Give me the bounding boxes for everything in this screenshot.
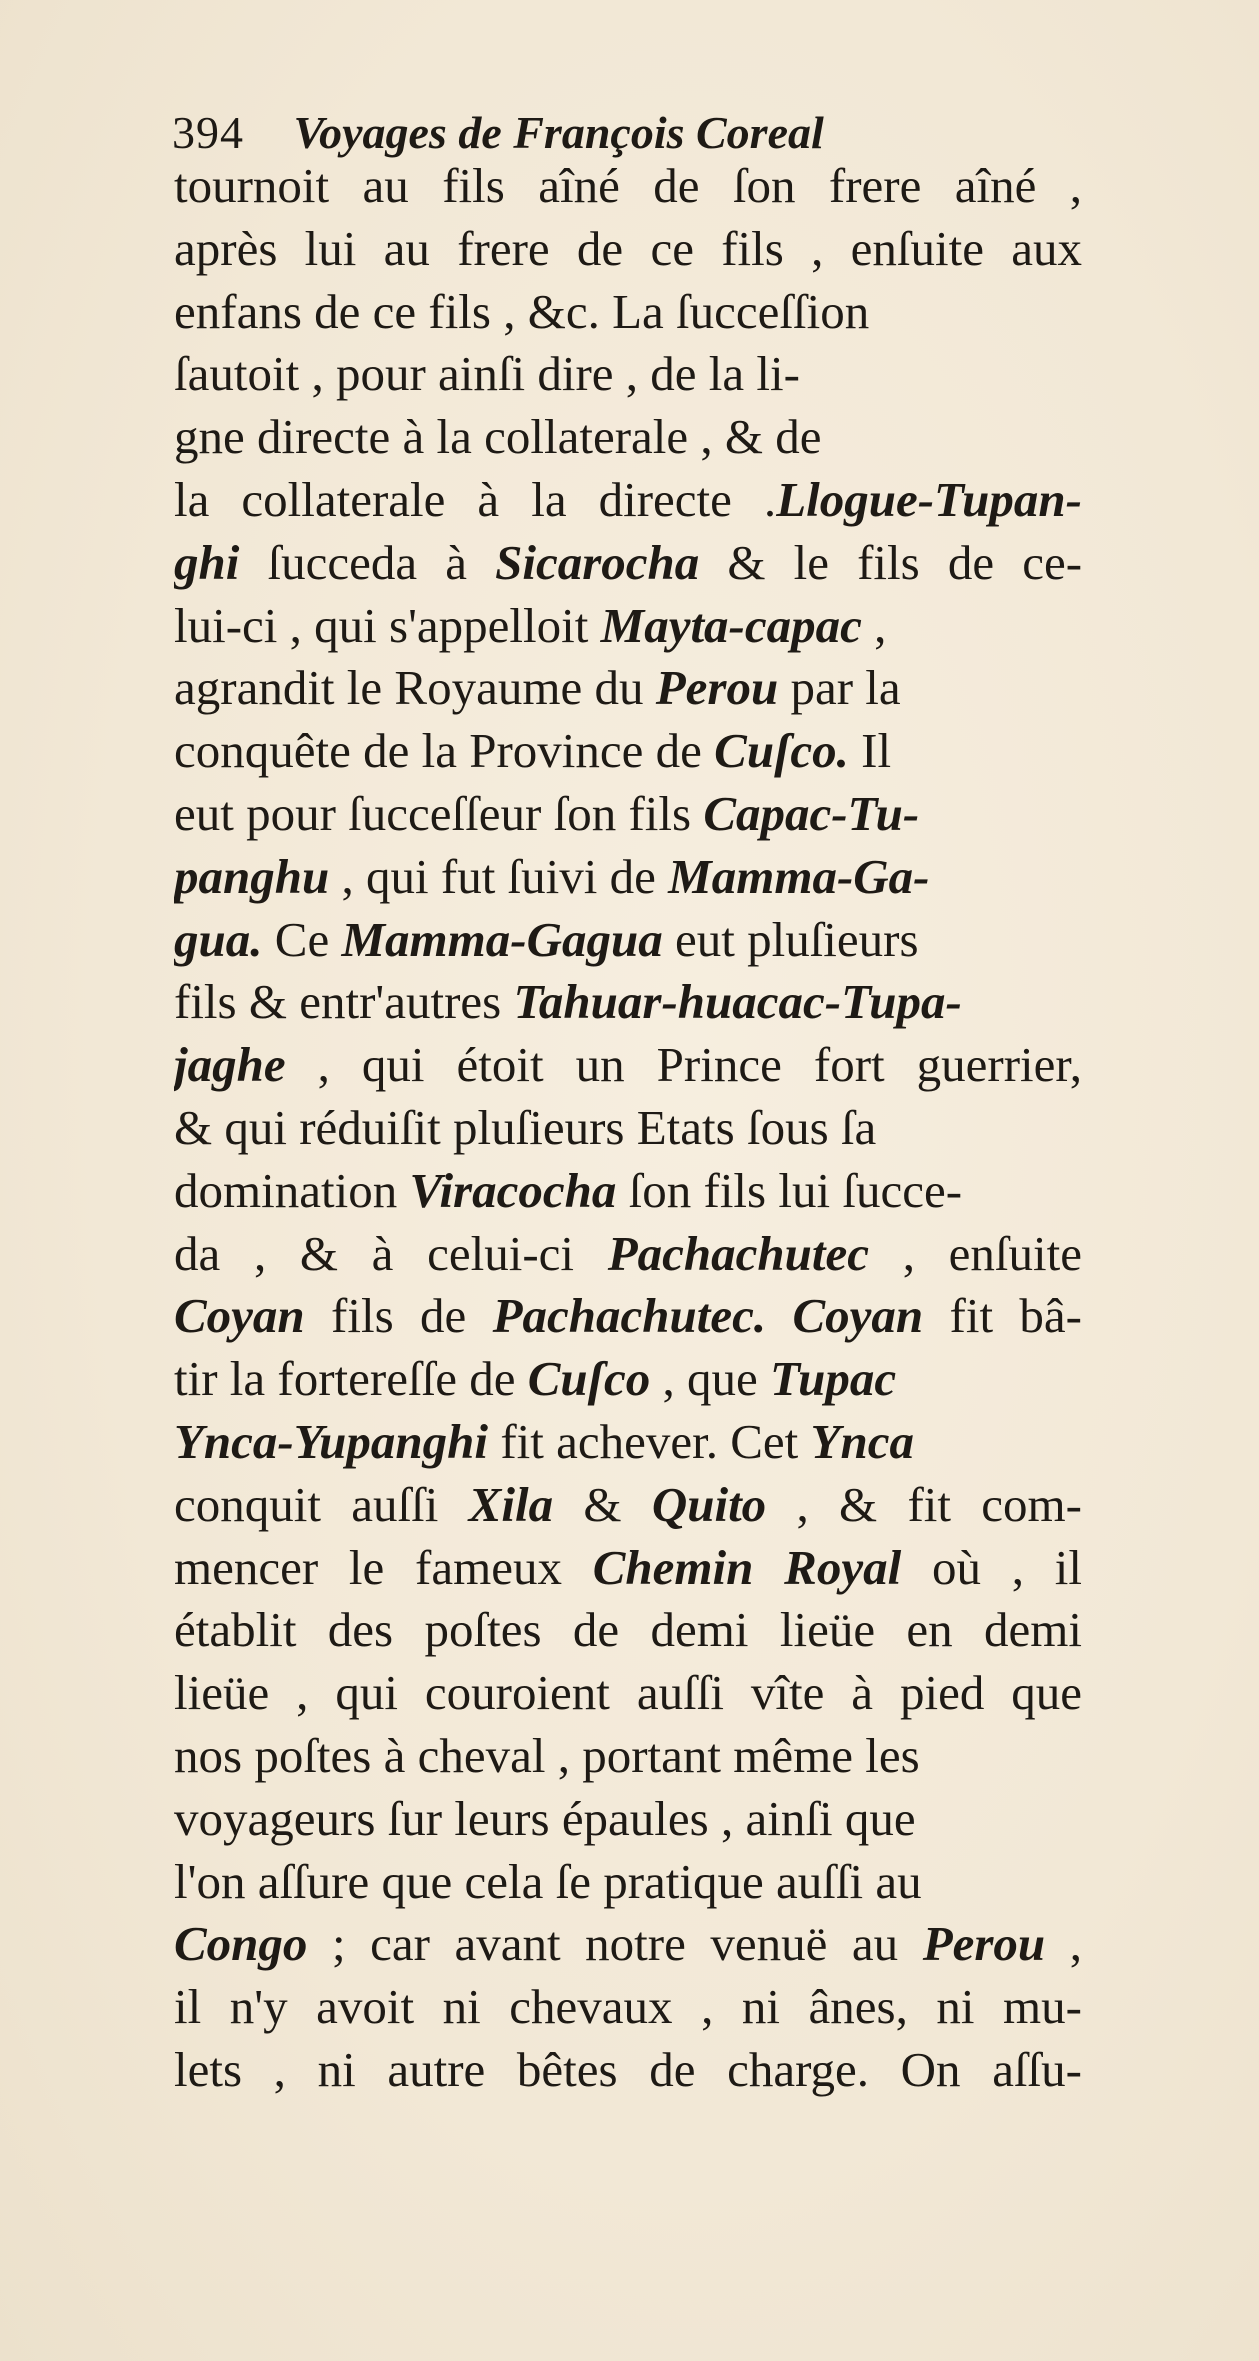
text-line-content <box>174 346 800 401</box>
text-line <box>174 595 1184 658</box>
roman-text: voyageurs ſur leurs épaules , ainſi que <box>174 1790 916 1846</box>
roman-text: fils de <box>304 1288 493 1344</box>
roman-text: tir la fortereſſe de <box>174 1351 528 1407</box>
text-line <box>174 971 1184 1034</box>
text-line-content <box>174 1979 1082 2034</box>
roman-text: , qui fut ſuivi de <box>329 848 669 904</box>
roman-text: lieüe , qui couroient auſſi vîte à pied que <box>174 1665 1082 1721</box>
roman-text: fit achever. Cet <box>488 1413 811 1469</box>
roman-text: mencer le fameux <box>174 1539 593 1595</box>
text-line <box>174 155 1184 218</box>
roman-text: da , & à celui-ci <box>174 1225 608 1281</box>
italic-text: Cuſco. <box>714 723 849 779</box>
text-line <box>174 1097 1184 1160</box>
italic-text: Quito <box>651 1476 767 1532</box>
italic-text: Viracocha <box>409 1162 617 1218</box>
italic-text: Ynca-Yupanghi <box>174 1413 489 1469</box>
text-line <box>174 1851 1184 1914</box>
text-line-content <box>174 849 929 904</box>
text-line-content <box>174 472 1082 527</box>
italic-text: Perou <box>655 660 779 716</box>
text-line <box>174 2039 1184 2102</box>
italic-text: Tupac <box>769 1351 897 1407</box>
text-line-content <box>174 221 1082 276</box>
text-line-content <box>174 723 891 778</box>
italic-text: Pachachutec <box>607 1225 870 1281</box>
italic-text: Cuſco <box>527 1351 651 1407</box>
text-line <box>174 1285 1184 1348</box>
roman-text: nos poſtes à cheval , portant même les <box>174 1727 920 1783</box>
roman-text: l'on aſſure que cela ſe pratique auſſi au <box>174 1853 922 1909</box>
text-line-content <box>174 1477 1082 1532</box>
italic-text: Mayta-capac <box>600 597 862 653</box>
text-line <box>174 281 1184 344</box>
italic-text: panghu <box>174 848 330 904</box>
text-line-content <box>174 1791 916 1846</box>
text-line-content <box>174 1163 962 1218</box>
text-line-content <box>174 1037 1082 1092</box>
text-line-content <box>174 1100 876 1155</box>
roman-text: & <box>553 1476 652 1532</box>
italic-text: Sicarocha <box>495 534 700 590</box>
italic-text: Mamma-Gagua <box>341 911 663 967</box>
italic-text: Coyan <box>174 1288 305 1344</box>
roman-text: ſon fils lui ſucce- <box>616 1162 963 1218</box>
roman-text: ſucceda à <box>239 534 496 590</box>
text-line-content <box>174 1226 1082 1281</box>
roman-text: lui-ci , qui s'appelloit <box>174 597 601 653</box>
roman-text: & qui réduiſit pluſieurs Etats ſous ſa <box>174 1099 877 1155</box>
roman-text: ; car avant notre venuë au <box>307 1916 923 1972</box>
text-line <box>174 1348 1184 1411</box>
text-line <box>174 1537 1184 1600</box>
text-line-content <box>174 1414 914 1469</box>
text-line-content <box>174 1854 922 1909</box>
text-line <box>174 1913 1184 1976</box>
italic-text: Chemin Royal <box>592 1539 902 1595</box>
italic-text: ghi <box>174 534 240 590</box>
roman-text: Il <box>848 723 892 779</box>
text-line <box>174 1411 1184 1474</box>
italic-text: Congo <box>174 1916 308 1972</box>
roman-text: ſautoit , pour ainſi dire , de la li- <box>174 346 800 402</box>
italic-text: Tahuar-huacac-Tupa- <box>513 974 962 1030</box>
text-line <box>174 343 1184 406</box>
text-line-content <box>174 660 901 715</box>
roman-text: enfans de ce fils , &c. La ſucceſſion <box>174 283 870 339</box>
text-line-content <box>174 912 919 967</box>
roman-text: établit des poſtes de demi lieüe en demi <box>174 1602 1083 1658</box>
text-line-content <box>174 786 919 841</box>
roman-text: eut pour ſucceſſeur ſon fils <box>174 785 704 841</box>
text-line <box>174 469 1184 532</box>
text-line <box>174 1725 1184 1788</box>
text-line <box>174 657 1184 720</box>
page-number: 394 <box>172 107 244 158</box>
italic-text: Pachachutec. Coyan <box>492 1288 924 1344</box>
text-line-content <box>174 2042 1082 2097</box>
roman-text: , qui étoit un Prince fort guerrier, <box>285 1037 1082 1093</box>
roman-text: domination <box>174 1162 410 1218</box>
italic-text: Capac-Tu- <box>703 785 920 841</box>
text-line <box>174 1223 1184 1286</box>
roman-text: où , il <box>901 1539 1082 1595</box>
running-title: Voyages de François Coreal <box>293 107 824 158</box>
roman-text: lets , ni autre bêtes de charge. On aſſu- <box>174 2041 1082 2097</box>
text-line-content <box>174 1665 1082 1720</box>
text-line-content <box>174 1728 920 1783</box>
roman-text: après lui au frere de ce fils , enſuite aux <box>174 220 1083 276</box>
text-line <box>174 1474 1184 1537</box>
roman-text: , & fit com- <box>766 1476 1082 1532</box>
roman-text: gne directe à la collaterale , & de <box>174 409 822 465</box>
text-line <box>174 909 1184 972</box>
roman-text: Ce <box>262 911 342 967</box>
text-line-content <box>174 409 822 464</box>
text-line <box>174 846 1184 909</box>
text-line-content <box>174 598 886 653</box>
italic-text: Llogue-Tupan- <box>776 471 1082 527</box>
roman-text: fit bâ- <box>923 1288 1082 1344</box>
italic-text: Perou <box>922 1916 1046 1972</box>
roman-text: , <box>1045 1916 1082 1972</box>
italic-text: Mamma-Ga- <box>668 848 930 904</box>
text-line <box>174 1976 1184 2039</box>
text-line-content <box>174 158 1082 213</box>
roman-text: conquête de la Province de <box>174 723 715 779</box>
roman-text: eut pluſieurs <box>662 911 919 967</box>
text-line <box>174 1788 1184 1851</box>
italic-text: jaghe <box>174 1037 286 1093</box>
roman-text: tournoit au fils aîné de ſon frere aîné , <box>174 158 1083 213</box>
text-line-content <box>174 1602 1082 1657</box>
text-line <box>174 1599 1184 1662</box>
roman-text: fils & entr'autres <box>174 974 514 1030</box>
italic-text: gua. <box>174 911 263 967</box>
roman-text: la collaterale à la directe . <box>174 471 777 527</box>
body-text <box>174 155 1184 2102</box>
text-line-content <box>174 284 869 339</box>
text-line <box>174 1662 1184 1725</box>
text-line <box>174 783 1184 846</box>
text-line <box>174 532 1184 595</box>
text-line <box>174 1160 1184 1223</box>
text-line-content <box>174 1916 1082 1971</box>
roman-text: & le fils de ce- <box>699 534 1083 590</box>
roman-text: conquit auſſi <box>174 1476 469 1532</box>
roman-text: , <box>861 597 887 653</box>
roman-text: il n'y avoit ni chevaux , ni ânes, ni mu- <box>174 1979 1082 2035</box>
text-line-content <box>174 974 962 1029</box>
roman-text: par la <box>778 660 901 716</box>
roman-text: , que <box>650 1351 770 1407</box>
text-line <box>174 406 1184 469</box>
text-line <box>174 720 1184 783</box>
text-line <box>174 1034 1184 1097</box>
text-line-content <box>174 535 1082 590</box>
text-line-content <box>174 1351 896 1406</box>
italic-text: Xila <box>468 1476 554 1532</box>
text-line-content <box>174 1540 1082 1595</box>
roman-text: , enſuite <box>869 1225 1082 1281</box>
text-line-content <box>174 1288 1082 1343</box>
roman-text: agrandit le Royaume du <box>174 660 656 716</box>
italic-text: Ynca <box>810 1413 914 1469</box>
text-line <box>174 218 1184 281</box>
